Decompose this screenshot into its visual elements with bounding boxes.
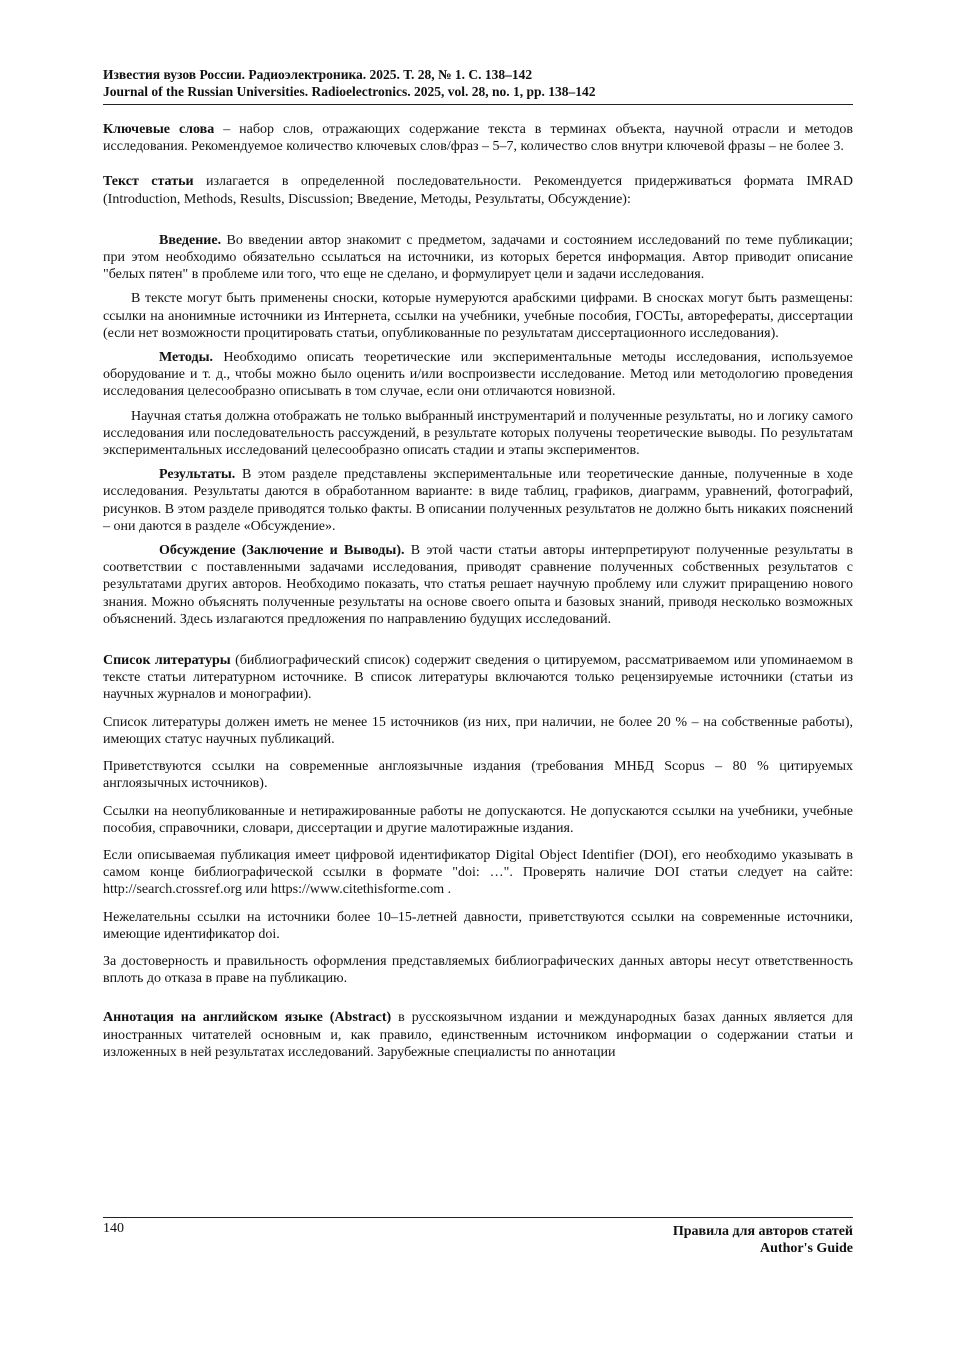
article-text-paragraph	[103, 173, 853, 207]
abstract-text: в русскоязычном издании и международных базах данных является для иностранных читателей основным и, как правило, единственным источником информации о содержании статьи и изложенных в ней результатах исследований. Зарубежные специалисты по аннотации	[103, 1010, 853, 1060]
page-footer	[103, 1217, 853, 1256]
results-text: В этом разделе представлены экспериментальные или теоретические данные, полученные в ходе исследования. Результаты даются в обработанном варианте: в виде таблиц, графиков, диаграмм, уравнений, фотографий, рисунков. В этом разделе приводятся только факты. В описании полученных результатов не должно быть никаких пояснений – они даются в разделе «Обсуждение».	[103, 467, 853, 534]
references-p5: Нежелательны ссылки на источники более 10–15-летней давности, приветствуются ссылки на современные источники, имеющие идентификатор doi.	[103, 909, 853, 942]
references-paragraph	[103, 652, 853, 704]
footer-title	[673, 1223, 853, 1257]
methods-paragraph-2: Научная статья должна отображать не только выбранный инструментарий и полученные результаты, но и логику самого исследования или последовательность рассуждений, в результате которых получены теоретические выводы. По результатам экспериментальных исследований целесообразно описать стадии и этапы экспериментов.	[103, 408, 853, 459]
page-body	[103, 66, 853, 1061]
results-term: Результаты.	[159, 467, 236, 483]
methods-text: Необходимо описать теоретические или экспериментальные методы исследования, используемое оборудование и т. д., чтобы можно было оценить и/или воспроизвести исследование. Метод или методологию проведения исследования целесообразно описывать в том случае, если они отличаются новизной.	[103, 350, 853, 400]
footer-title-en: Author's Guide	[760, 1241, 853, 1256]
discussion-text: В этой части статьи авторы интерпретируют полученные результаты в соответствии с поставленными задачами исследования, приводят сравнение полученных собственных результатов с результатами других авторов. Необходимо показать, что статья решает научную проблему или служит приращению нового знания. Можно объяснять полученные результаты на основе своего опыта и базовых знаний, приводя несколько возможных объяснений. Здесь излагаются предложения по направлению будущих исследований.	[103, 543, 853, 627]
header-ru: Известия вузов России. Радиоэлектроника. 2025. Т. 28, № 1. С. 138–142	[103, 67, 533, 82]
keywords-text: – набор слов, отражающих содержание текста в терминах объекта, научной отрасли и методов исследования. Рекомендуемое количество ключевых слов/фраз – 5–7, количество слов внутри ключевой фразы – не более 3.	[103, 122, 854, 155]
article-text-term: Текст статьи	[103, 174, 194, 190]
header-rule	[103, 104, 853, 105]
abstract-paragraph	[103, 1009, 853, 1061]
keywords-paragraph	[103, 121, 853, 155]
references-term: Список литературы	[103, 653, 231, 669]
intro-paragraph	[103, 232, 853, 284]
references-p2: Приветствуются ссылки на современные англоязычные издания (требования МНБД Scopus – 80 % цитируемых англоязычных источников).	[103, 759, 853, 792]
header-en: Journal of the Russian Universities. Radioelectronics. 2025, vol. 28, no. 1, pp. 138–142	[103, 84, 596, 99]
results-paragraph	[103, 466, 853, 535]
article-text-body: излагается в определенной последовательности. Рекомендуется придерживаться формата IMRAD (Introduction, Methods, Results, Discussion; Введение, Методы, Результаты, Обсуждение):	[103, 174, 853, 207]
discussion-paragraph	[103, 542, 853, 628]
intro-term: Введение.	[159, 232, 222, 248]
references-p4: Если описываемая публикация имеет цифровой идентификатор Digital Object Identifier (DOI), его необходимо указывать в самом конце библиографической ссылки в формате "doi: …". Проверять наличие DOI статьи следует на сайте: http://search.crossref.org или https://www.citethisforme.com .	[103, 847, 853, 898]
footnotes-paragraph: В тексте могут быть применены сноски, которые нумеруются арабскими цифрами. В сносках могут быть размещены: ссылки на анонимные источники из Интернета, ссылки на учебники, учебные пособия, ГОСТы, авторефераты, диссертации (если нет возможности процитировать статьи, опубликованные по результатам диссертационного исследования).	[103, 291, 853, 341]
references-text: (библиографический список) содержит сведения о цитируемом, рассматриваемом или упоминаемом в тексте статьи литературном источнике. В список литературы включаются только рецензируемые источники (статьи из научных журналов и монографии).	[103, 653, 854, 703]
discussion-term: Обсуждение (Заключение и Выводы).	[159, 543, 405, 559]
footer-rule	[103, 1217, 853, 1218]
references-p3: Ссылки на неопубликованные и нетиражированные работы не допускаются. Не допускаются ссылки на учебники, учебные пособия, справочники, словари, диссертации и другие малотиражные издания.	[103, 803, 853, 836]
keywords-term: Ключевые слова	[103, 122, 215, 137]
page-number: 140	[103, 1221, 124, 1236]
methods-term: Методы.	[159, 350, 214, 366]
footer-title-ru: Правила для авторов статей	[672, 1224, 853, 1239]
running-header	[103, 66, 853, 105]
intro-text: Во введении автор знакомит с предметом, задачами и состоянием исследований по теме публикации; при этом необходимо обязательно ссылаться на источники, из которых берется информация. Автор приводит описание "белых пятен" в проблеме или того, что еще не сделано, и формулирует цели и задачи исследования.	[103, 232, 853, 283]
references-p1: Список литературы должен иметь не менее 15 источников (из них, при наличии, не более 20 % – на собственные работы), имеющих статус научных публикаций.	[103, 714, 853, 747]
references-p6: За достоверность и правильность оформления представляемых библиографических данных авторы несут ответственность вплоть до отказа в праве на публикацию.	[103, 953, 853, 987]
methods-paragraph	[103, 349, 853, 401]
abstract-term: Аннотация на английском языке (Abstract)	[103, 1010, 392, 1026]
